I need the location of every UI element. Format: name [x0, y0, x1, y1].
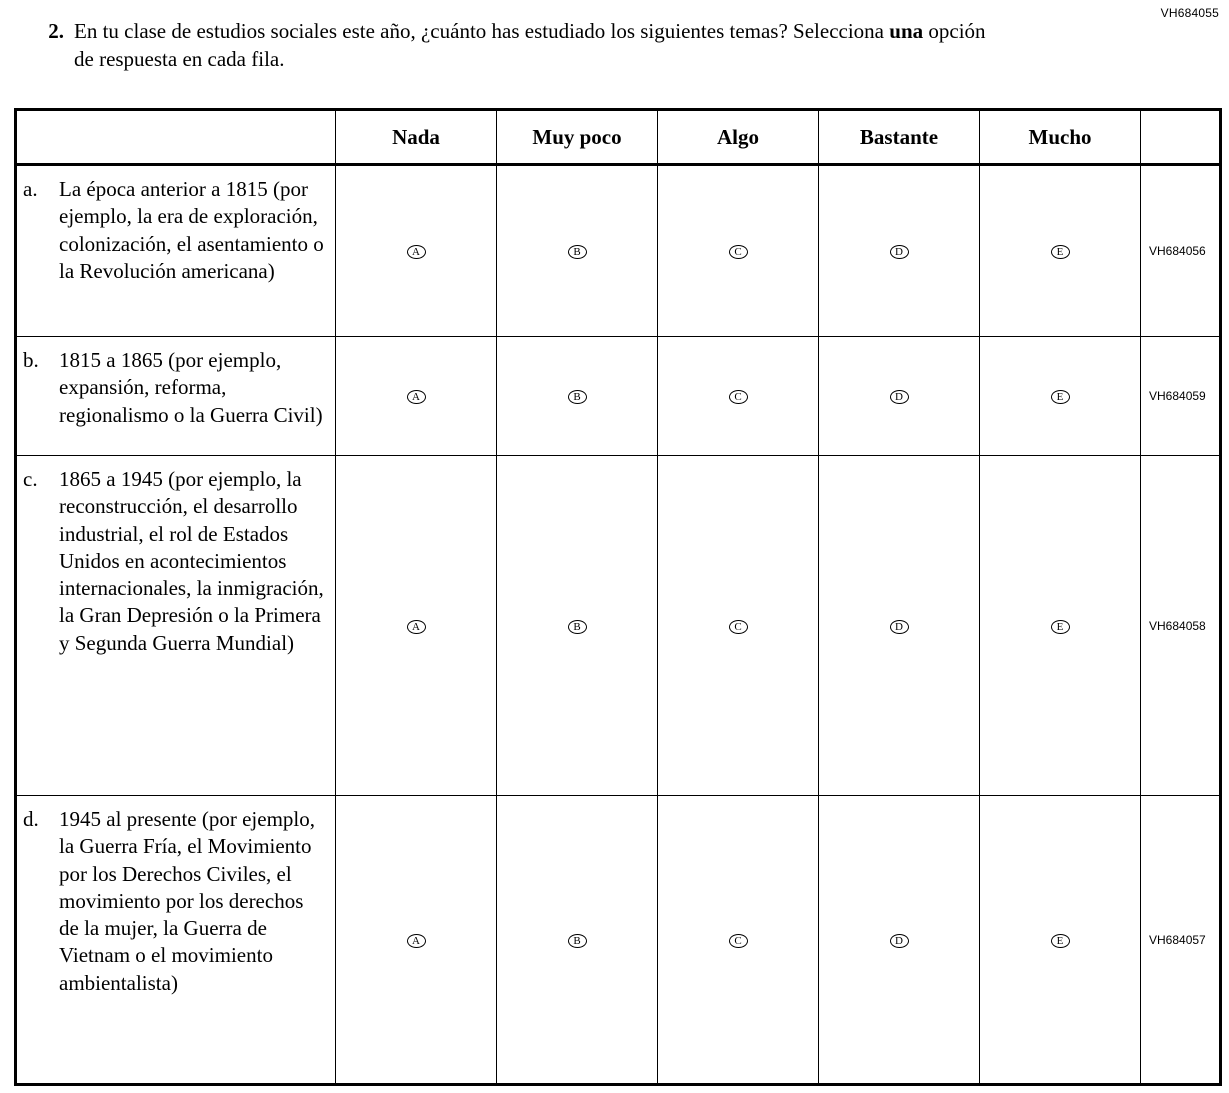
radio-bubble-b[interactable]: B — [568, 390, 587, 404]
option-b-row-c[interactable] — [497, 456, 658, 796]
option-c-row-d[interactable] — [658, 796, 819, 1085]
table-row — [16, 337, 1221, 456]
row-label-c: 1865 a 1945 (por ejemplo, la reconstrucción, el desarrollo industrial, el rol de Estados Unidos en acontecimientos internacionales, la inmigración, la Gran Depresión o la Primera y Segunda Guerra Mundial) — [59, 467, 324, 655]
question-prompt — [36, 18, 996, 73]
radio-bubble-e[interactable]: E — [1051, 245, 1070, 259]
row-letter-c: c. — [23, 467, 38, 491]
row-id-c: VH684058 — [1141, 456, 1221, 796]
question-text-part2: opción de respuesta en cada fila. — [74, 19, 986, 71]
row-id-d: VH684057 — [1141, 796, 1221, 1085]
radio-bubble-b[interactable]: B — [568, 245, 587, 259]
column-header-bastante: Bastante — [819, 110, 980, 165]
option-c-row-c[interactable] — [658, 456, 819, 796]
row-label-b: 1815 a 1865 (por ejemplo, expansión, reforma, regionalismo o la Guerra Civil) — [59, 348, 323, 427]
option-d-row-a[interactable] — [819, 165, 980, 337]
radio-bubble-b[interactable]: B — [568, 620, 587, 634]
question-text-part1: En tu clase de estudios sociales este año, ¿cuánto has estudiado los siguientes temas? Selecciona — [74, 19, 890, 43]
radio-bubble-c[interactable]: C — [729, 390, 748, 404]
option-d-row-c[interactable] — [819, 456, 980, 796]
radio-bubble-e[interactable]: E — [1051, 934, 1070, 948]
option-e-row-d[interactable] — [980, 796, 1141, 1085]
table-row — [16, 796, 1221, 1085]
radio-bubble-a[interactable]: A — [407, 620, 426, 634]
radio-bubble-b[interactable]: B — [568, 934, 587, 948]
option-a-row-b[interactable] — [336, 337, 497, 456]
option-a-row-a[interactable] — [336, 165, 497, 337]
radio-bubble-e[interactable]: E — [1051, 390, 1070, 404]
column-header-id — [1141, 110, 1221, 165]
option-b-row-d[interactable] — [497, 796, 658, 1085]
radio-bubble-c[interactable]: C — [729, 620, 748, 634]
radio-bubble-c[interactable]: C — [729, 934, 748, 948]
row-stem-c — [16, 456, 336, 796]
option-b-row-a[interactable] — [497, 165, 658, 337]
row-label-a: La época anterior a 1815 (por ejemplo, la era de exploración, colonización, el asentamiento o la Revolución americana) — [59, 177, 324, 283]
option-e-row-c[interactable] — [980, 456, 1141, 796]
row-id-a: VH684056 — [1141, 165, 1221, 337]
radio-bubble-d[interactable]: D — [890, 620, 909, 634]
radio-bubble-d[interactable]: D — [890, 934, 909, 948]
question-number: 2. — [48, 19, 64, 43]
radio-bubble-d[interactable]: D — [890, 245, 909, 259]
option-e-row-a[interactable] — [980, 165, 1141, 337]
column-header-mucho: Mucho — [980, 110, 1141, 165]
question-text — [74, 18, 996, 73]
question-text-bold: una — [889, 19, 924, 43]
option-d-row-b[interactable] — [819, 337, 980, 456]
row-stem-b — [16, 337, 336, 456]
row-letter-d: d. — [23, 807, 39, 831]
radio-bubble-e[interactable]: E — [1051, 620, 1070, 634]
option-e-row-b[interactable] — [980, 337, 1141, 456]
option-a-row-c[interactable] — [336, 456, 497, 796]
radio-bubble-a[interactable]: A — [407, 934, 426, 948]
option-a-row-d[interactable] — [336, 796, 497, 1085]
row-letter-a: a. — [23, 177, 38, 201]
row-label-d: 1945 al presente (por ejemplo, la Guerra Fría, el Movimiento por los Derechos Civiles, el movimiento por los derechos de la mujer, la Guerra de Vietnam o el movimiento ambientalista) — [59, 807, 315, 995]
row-stem-d — [16, 796, 336, 1085]
column-header-muy-poco: Muy poco — [497, 110, 658, 165]
option-c-row-a[interactable] — [658, 165, 819, 337]
radio-bubble-d[interactable]: D — [890, 390, 909, 404]
page-item-id: VH684055 — [1160, 6, 1219, 20]
column-header-algo: Algo — [658, 110, 819, 165]
table-row — [16, 456, 1221, 796]
option-d-row-d[interactable] — [819, 796, 980, 1085]
radio-bubble-a[interactable]: A — [407, 245, 426, 259]
row-stem-a — [16, 165, 336, 337]
response-matrix-table — [14, 108, 1222, 1086]
table-row — [16, 165, 1221, 337]
column-header-stem — [16, 110, 336, 165]
option-c-row-b[interactable] — [658, 337, 819, 456]
option-b-row-b[interactable] — [497, 337, 658, 456]
row-letter-b: b. — [23, 348, 39, 372]
radio-bubble-c[interactable]: C — [729, 245, 748, 259]
table-header-row — [16, 110, 1221, 165]
row-id-b: VH684059 — [1141, 337, 1221, 456]
radio-bubble-a[interactable]: A — [407, 390, 426, 404]
column-header-nada: Nada — [336, 110, 497, 165]
